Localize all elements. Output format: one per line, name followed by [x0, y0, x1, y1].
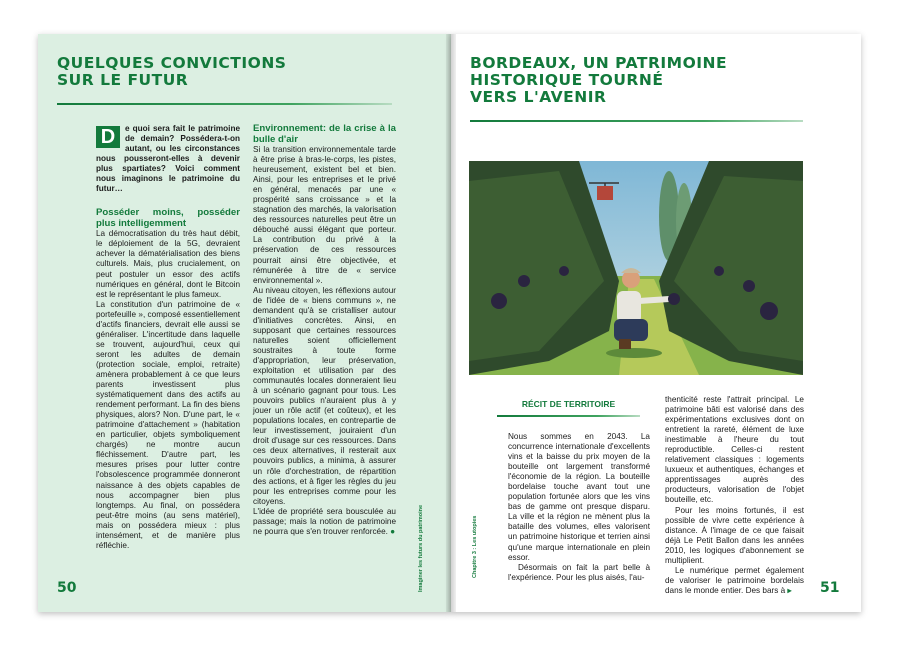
left-page-title: QUELQUES CONVICTIONS SUR LE FUTUR	[57, 54, 287, 89]
section2-paragraph-1: Si la transition environnementale tarde à être prise à bras-le-corps, les pistes, heureusement, existent bel et bien. Ainsi, pour les entreprises et le privé en général, menacés par une « prospérité sans croissance » et la stagnation des marchés, la valorisation des ressources naturelles peut être un débouché aussi élégant que porteur. La contribution du privé à la préservation de ces ressources pourrait ainsi être objectivée, et rémunérée à titre de « service environnemental ».	[253, 145, 396, 285]
running-head-right: Chapitre 3 : Les utopies	[472, 515, 478, 578]
page-number-right: 51	[820, 580, 840, 596]
section2-paragraph-3: L'idée de propriété sera bousculée au passage; mais la notion de patrimoine ne pourra que s'en trouver renforcée. ●	[253, 506, 396, 536]
intro-paragraph: D e quoi sera fait le patrimoine de demain? Possédera-t-on autant, ou les circonstances nous pousseront-elles à devenir plus spartiates? Voici comment nous imaginons le patrimoine du futur…	[96, 124, 240, 194]
continue-arrow-icon: ▸	[787, 585, 792, 595]
left-column-1	[96, 124, 240, 551]
book-gutter	[446, 34, 456, 612]
left-title-rule	[57, 103, 392, 105]
recit-badge: RÉCIT DE TERRITOIRE	[521, 399, 616, 409]
story-paragraph-2: Désormais on fait la part belle à l'expérience. Pour les plus aisés, l'au-	[508, 562, 650, 582]
left-column-2	[253, 124, 396, 537]
story-paragraph-1: Nous sommes en 2043. La concurrence internationale d'excellents vins et la baisse du prix moyen de la bouteille ont largement transformé l'économie de la région. La bouteille bordelaise touche avant tout une population fortunée alors que les vins bas de gamme ont presque disparu. La ville et la région ne mènent plus la bataille des volumes, elles valorisent un patrimoine historique et terrien ainsi qu'une marque internationale en plein essor.	[508, 432, 650, 562]
section1-heading: Posséder moins, posséder plus intelligemment	[96, 207, 240, 229]
running-head-left: Imaginer les futurs du patrimoine	[418, 504, 424, 592]
section1-paragraph-2: La constitution d'un patrimoine de « portefeuille », composé essentiellement d'actifs financiers, devrait elle aussi se généraliser. L'incertitude dans laquelle se trouvent, aujourd'hui, ceux qui seront les adultes de demain (protection sociale, emploi, retraite) amènera probablement à ce que leurs parents investissent plus systématiquement dans des actifs au rendement performant. La fin des biens physiques, alors? Non. D'une part, le « patrimoine d'attachement » (habitation en particulier, objets symboliquement chargés) ne montre aucun fléchissement. D'autre part, les mesures prises pour lutter contre l'obsolescence programmée donneront naissance à des objets capables de nous accompagner bien plus longtemps. Au final, on possédera peut-être moins (au sens matériel), mais on possédera mieux : plus intensément, et de manière plus réfléchie.	[96, 299, 240, 550]
right-page-title: BORDEAUX, UN PATRIMOINE HISTORIQUE TOURNÉ VERS L'AVENIR	[470, 54, 728, 106]
page-number-left: 50	[57, 580, 77, 596]
end-mark: ●	[390, 526, 396, 536]
right-column-1	[508, 432, 650, 583]
section2-heading: Environnement: de la crise à la bulle d'air	[253, 123, 396, 145]
story-paragraph-3: thenticité reste l'attrait principal. Le patrimoine bâti est valorisé dans des expérimentations exclusives dont on entretient la rareté, élément de luxe inestimable à l'heure du tout reproductible. Celles-ci restent relativement classiques : logements luxueux et authentiques, échanges et apprentissages auprès des producteurs, valorisation de l'objet bouteille, etc.	[665, 395, 804, 505]
story-paragraph-4: Pour les moins fortunés, il est possible de vivre cette expérience à distance. À l'image de ce que faisait déjà Le Petit Ballon dans les années 2010, les logiques d'abonnement se multiplient.	[665, 505, 804, 565]
drop-cap: D	[96, 126, 120, 148]
right-column-2	[665, 395, 804, 596]
section1-paragraph-1: La démocratisation du très haut débit, le déploiement de la 5G, devraient achever la dématérialisation des biens culturels. Mais, plus crucialement, on peut postuler un essor des actifs numériques en général, dont le Bitcoin est le représentant le plus fameux.	[96, 229, 240, 299]
right-title-rule	[470, 120, 803, 122]
story-paragraph-5: Le numérique permet également de valoriser le patrimoine bordelais dans le monde entier. Des bars à ▸	[665, 565, 804, 595]
badge-rule	[497, 415, 640, 417]
section2-paragraph-2: Au niveau citoyen, les réflexions autour de l'idée de « biens communs », ne demandent qu'à se cristalliser autour d'initiatives concrètes. Ainsi, en supposant que certaines ressources naturelles soient officiellement soustraites à toute forme d'appropriation, leur préservation, exploitation et utilisation par des communautés locales donneraient lieu à un scénario gagnant pour tous. Les pouvoirs publics n'auraient plus à y jouer un rôle actif (et coûteux), et les populations locales, en contrepartie de leur investissement, jouiraient d'un droit d'usage sur ces ressources. Dans ces deux alternatives, il resterait aux pouvoirs publics, a minima, à assurer un rôle d'orchestration, de répartition des actions, et à figer les règles du jeu pour les entreprises comme pour les citoyens.	[253, 285, 396, 506]
vineyard-illustration	[469, 161, 803, 375]
